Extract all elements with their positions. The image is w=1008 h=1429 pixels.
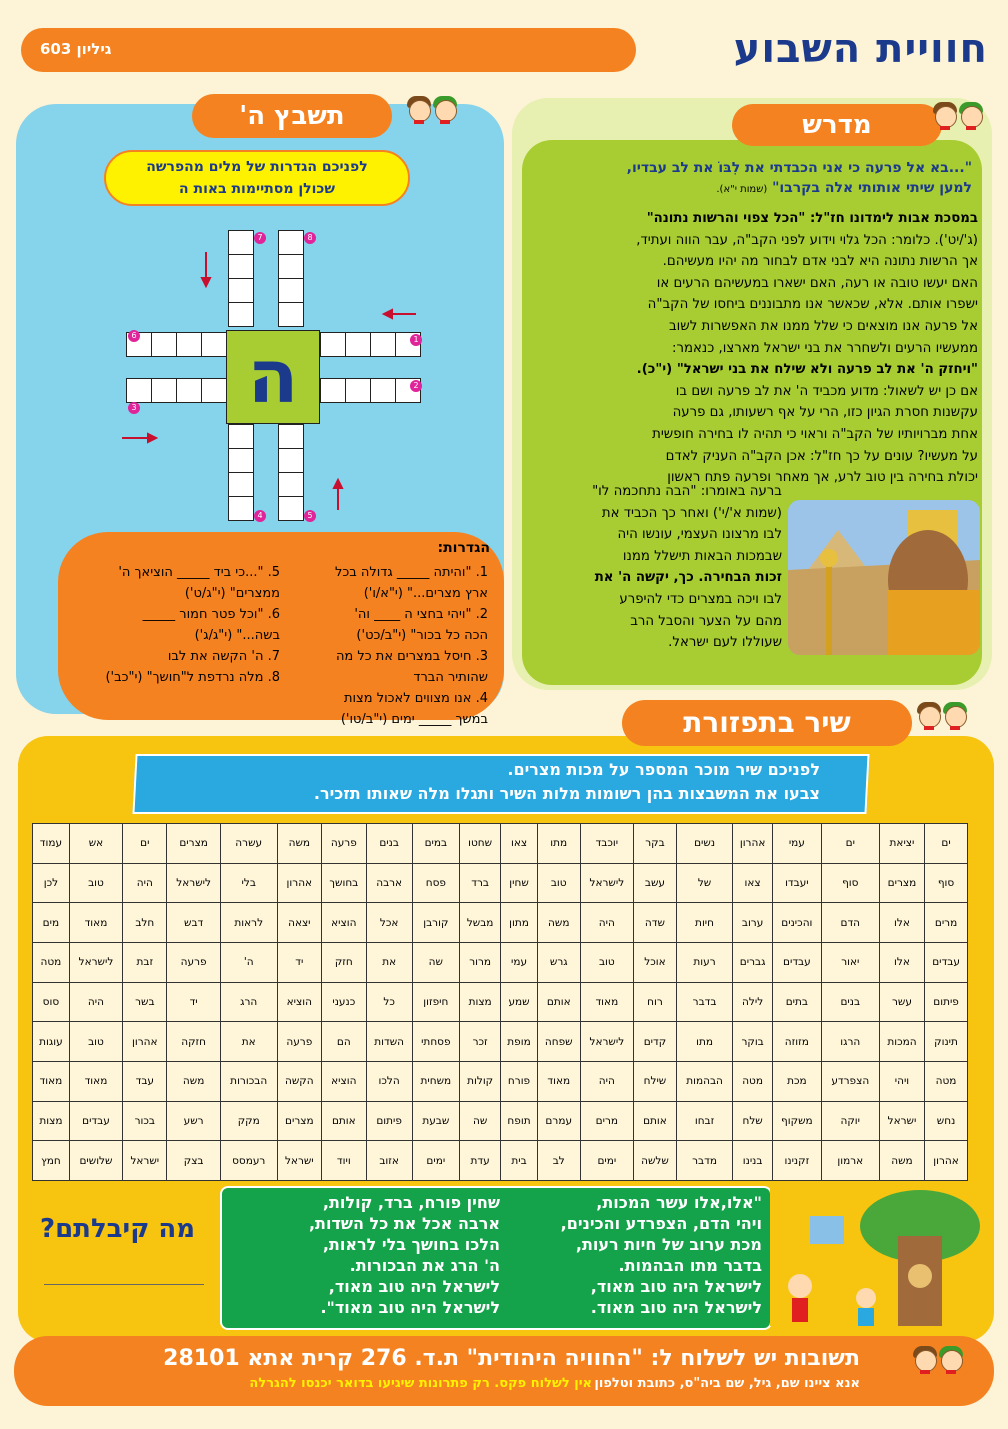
- lyric-line: לישראל היה טוב מאוד.: [590, 1298, 762, 1317]
- arrows-icon: [120, 240, 440, 510]
- word-cell[interactable]: והכינים: [773, 903, 822, 943]
- word-cell[interactable]: אזוב: [366, 1141, 412, 1181]
- word-cell[interactable]: בנים: [821, 982, 879, 1022]
- clue-column-right: [288, 562, 488, 730]
- word-cell[interactable]: פסח: [412, 863, 459, 903]
- word-cell[interactable]: בדבר: [676, 982, 732, 1022]
- word-cell[interactable]: קולות: [460, 1061, 501, 1101]
- midrash-text: [522, 208, 978, 489]
- word-cell[interactable]: שה: [460, 1101, 501, 1141]
- word-cell[interactable]: מכת: [773, 1061, 822, 1101]
- word-cell[interactable]: משה: [167, 1061, 220, 1101]
- word-cell[interactable]: צאו: [501, 824, 538, 864]
- word-cell[interactable]: סוס: [33, 982, 70, 1022]
- word-cell[interactable]: בכור: [123, 1101, 167, 1141]
- word-cell[interactable]: ישראל: [123, 1141, 167, 1181]
- grid-row: [33, 1061, 968, 1101]
- word-cell[interactable]: בית: [501, 1141, 538, 1181]
- text-line: (שמות א'/י') ואחר כך הכביד את: [601, 505, 782, 521]
- word-cell[interactable]: עוגות: [33, 1022, 70, 1062]
- word-cell[interactable]: ברד: [460, 863, 501, 903]
- grid-row: [33, 1022, 968, 1062]
- word-cell[interactable]: נשים: [676, 824, 732, 864]
- word-cell[interactable]: דבש: [167, 903, 220, 943]
- quote-line: למען שיתי אותותי אלה בקרבו": [772, 180, 972, 196]
- word-cell[interactable]: טוב: [69, 1022, 122, 1062]
- word-cell[interactable]: לראות: [220, 903, 277, 943]
- word-cell[interactable]: קדים: [633, 1022, 676, 1062]
- text-line: מהם על הצער והסבל הרב: [630, 613, 782, 629]
- word-cell[interactable]: יצאה: [277, 903, 321, 943]
- clue-line: 1. "והיתה _____ גדולה בכל: [334, 565, 488, 580]
- clue-line: 6. "וכל פטר חמור _____: [142, 607, 280, 622]
- word-cell[interactable]: רשע: [167, 1101, 220, 1141]
- clues-title: הגדרות:: [437, 540, 490, 556]
- clue-line: 7. ה' הקשה את לבו: [167, 649, 280, 664]
- word-cell[interactable]: ימים: [580, 1141, 633, 1181]
- word-cell[interactable]: עמרם: [537, 1101, 580, 1141]
- word-cell[interactable]: זבת: [123, 942, 167, 982]
- word-cell[interactable]: ויהי: [879, 1061, 924, 1101]
- word-cell[interactable]: היה: [69, 982, 122, 1022]
- word-cell[interactable]: עבדים: [69, 1101, 122, 1141]
- text-line: על מעשיו? עונים על כך חז"ל: אכן הקב"ה העניק לאדם: [665, 448, 978, 464]
- word-cell[interactable]: אלו: [879, 942, 924, 982]
- word-cell[interactable]: הקשה: [277, 1061, 321, 1101]
- word-cell[interactable]: לישראל: [580, 1022, 633, 1062]
- instruction-line: שכולן מסתיימות באות ה: [179, 181, 335, 197]
- word-cell[interactable]: תינוק: [925, 1022, 968, 1062]
- word-cell[interactable]: מרים: [925, 903, 968, 943]
- word-cell[interactable]: עבדים: [773, 942, 822, 982]
- word-cell[interactable]: לישראל: [167, 863, 220, 903]
- word-cell[interactable]: מזוזה: [773, 1022, 822, 1062]
- word-cell[interactable]: רעמסס: [220, 1141, 277, 1181]
- word-cell[interactable]: אש: [69, 824, 122, 864]
- word-cell[interactable]: את: [366, 942, 412, 982]
- word-cell[interactable]: משקוף: [773, 1101, 822, 1141]
- word-cell[interactable]: היה: [580, 1061, 633, 1101]
- logo: חוויית השבוע: [733, 26, 988, 72]
- word-cell[interactable]: פסחתי: [412, 1022, 459, 1062]
- word-cell[interactable]: יעבדו: [773, 863, 822, 903]
- word-cell[interactable]: רוח: [633, 982, 676, 1022]
- word-cell[interactable]: מאוד: [580, 982, 633, 1022]
- word-cell[interactable]: מצרים: [879, 863, 924, 903]
- word-cell[interactable]: יד: [277, 942, 321, 982]
- text-line: אך הרשות נתונה היא לבני אדם לבחור מה יהיו מעשיהם.: [662, 254, 978, 270]
- word-cell[interactable]: יוקה: [821, 1101, 879, 1141]
- word-cell[interactable]: זכר: [460, 1022, 501, 1062]
- word-cell[interactable]: מים: [33, 903, 70, 943]
- text-line: שבמכות הבאות תישלל ממנו: [622, 548, 782, 564]
- grid-row: [33, 824, 968, 864]
- word-cell[interactable]: ישראל: [879, 1101, 924, 1141]
- word-cell[interactable]: שבעת: [412, 1101, 459, 1141]
- word-cell[interactable]: אהרון: [925, 1141, 968, 1181]
- issue-number: גיליון 603: [40, 40, 112, 58]
- clue-number: 2: [410, 380, 422, 392]
- word-cell[interactable]: מתו: [676, 1022, 732, 1062]
- word-cell[interactable]: יציאת: [879, 824, 924, 864]
- word-cell[interactable]: מתו: [537, 824, 580, 864]
- word-cell[interactable]: הבהמות: [676, 1061, 732, 1101]
- word-cell[interactable]: יוכבד: [580, 824, 633, 864]
- word-cell[interactable]: סוף: [821, 863, 879, 903]
- word-cell[interactable]: מרור: [460, 942, 501, 982]
- word-cell[interactable]: מטה: [925, 1061, 968, 1101]
- lyric-line: שחין פורח, ברד, קולות,: [322, 1193, 500, 1212]
- clue-line: במשך _____ ימים (י"ב/טו'): [340, 712, 488, 727]
- word-cell[interactable]: קורבן: [412, 903, 459, 943]
- word-cell[interactable]: ישראל: [277, 1141, 321, 1181]
- word-cell[interactable]: עדת: [460, 1141, 501, 1181]
- word-search-grid: [32, 823, 968, 1181]
- crossword-instruction: [104, 150, 410, 206]
- clue-number: 6: [128, 330, 140, 342]
- word-cell[interactable]: מאוד: [33, 1061, 70, 1101]
- lyric-line: "אלו,אלו עשר המכות,: [596, 1193, 762, 1212]
- word-cell[interactable]: היה: [580, 903, 633, 943]
- word-cell[interactable]: בשר: [123, 982, 167, 1022]
- midrash-title: מדרש: [732, 104, 942, 146]
- song-instruction: [314, 758, 820, 806]
- instruction-line: לפניכם שיר מוכר המספר על מכות מצרים.: [507, 760, 820, 779]
- kids-mascot-icon: [916, 700, 968, 734]
- word-cell[interactable]: אלו: [879, 903, 924, 943]
- word-cell[interactable]: אהרון: [277, 863, 321, 903]
- word-cell[interactable]: חלב: [123, 903, 167, 943]
- word-cell[interactable]: הבכורות: [220, 1061, 277, 1101]
- word-cell[interactable]: פרעה: [167, 942, 220, 982]
- word-cell[interactable]: זבחו: [676, 1101, 732, 1141]
- word-cell[interactable]: עמי: [501, 942, 538, 982]
- text-line: לבו ויכה במצרים כדי להיפרע: [619, 591, 782, 607]
- word-cell[interactable]: בנינו: [733, 1141, 773, 1181]
- word-cell[interactable]: המכות: [879, 1022, 924, 1062]
- word-cell[interactable]: לילה: [733, 982, 773, 1022]
- word-cell[interactable]: יד: [167, 982, 220, 1022]
- clue-number: 5: [304, 510, 316, 522]
- word-cell[interactable]: תופח: [501, 1101, 538, 1141]
- word-cell[interactable]: מרים: [580, 1101, 633, 1141]
- grid-row: [33, 1101, 968, 1141]
- word-cell[interactable]: הם: [322, 1022, 367, 1062]
- clue-line: 8. מלה נרדפת ל"חושך" (י"כב'): [105, 670, 280, 685]
- word-cell[interactable]: גברים: [733, 942, 773, 982]
- word-cell[interactable]: פרעה: [322, 824, 367, 864]
- word-cell[interactable]: שלשה: [633, 1141, 676, 1181]
- word-cell[interactable]: צאו: [733, 863, 773, 903]
- pharaoh-illustration: [788, 500, 980, 655]
- word-cell[interactable]: רעות: [676, 942, 732, 982]
- word-cell[interactable]: גרש: [537, 942, 580, 982]
- word-cell[interactable]: ארבה: [366, 863, 412, 903]
- lyric-line: לישראל היה טוב מאוד".: [320, 1298, 500, 1317]
- word-cell[interactable]: עשר: [879, 982, 924, 1022]
- word-cell[interactable]: שה: [412, 942, 459, 982]
- word-cell[interactable]: שמע: [501, 982, 538, 1022]
- kids-mascot-icon: [406, 94, 458, 128]
- text-line: אם כן יש לשאול: מדוע מכביד ה' את לב פרעה ושם בו: [675, 383, 978, 399]
- clue-number: 1: [410, 334, 422, 346]
- word-cell[interactable]: ים: [123, 824, 167, 864]
- word-cell[interactable]: יאור: [821, 942, 879, 982]
- midrash-text-continued: [526, 481, 782, 654]
- footer-instructions: אנא ציינו שם, גיל, שם ביה"ס, כתובת וטלפון: [594, 1376, 860, 1391]
- word-cell[interactable]: שפחה: [537, 1022, 580, 1062]
- word-cell[interactable]: ה': [220, 942, 277, 982]
- word-cell[interactable]: מטה: [33, 942, 70, 982]
- word-cell[interactable]: אהרון: [733, 824, 773, 864]
- lyrics-column-left: [240, 1192, 500, 1318]
- clue-line: 2. "ויהי בחצי ה ____ וה': [354, 607, 488, 622]
- word-cell[interactable]: מאוד: [537, 1061, 580, 1101]
- word-cell[interactable]: מתון: [501, 903, 538, 943]
- word-cell[interactable]: ערוב: [733, 903, 773, 943]
- instruction-line: צבעו את המשבצות בהן רשומות מלות השיר ותגלו מלה שאותו תזכיר.: [313, 784, 820, 803]
- word-cell[interactable]: אותם: [633, 1101, 676, 1141]
- word-cell[interactable]: בלי: [220, 863, 277, 903]
- footer-address: תשובות יש לשלוח ל: "החוויה היהודית" ת.ד. 276 קרית אתא 28101: [163, 1346, 860, 1371]
- lyric-line: ה' הרג את הבכורות.: [349, 1256, 500, 1275]
- word-cell[interactable]: אכל: [366, 903, 412, 943]
- clue-line: 4. אנו מצווים לאכול מצות: [343, 691, 488, 706]
- grid-row: [33, 1141, 968, 1181]
- text-line: (ג'/יט'). כלומר: הכל גלוי וידוע לפני הקב"ה, עבר הווה ועתיד,: [636, 232, 978, 248]
- word-cell[interactable]: סוף: [925, 863, 968, 903]
- text-line: "ויחזק ה' את לב פרעה ולא שילח את בני ישראל" (י"כ).: [636, 362, 978, 378]
- word-cell[interactable]: שחין: [501, 863, 538, 903]
- midrash-quote: [522, 158, 972, 200]
- lyric-line: ויהי הדם, הצפרדע והכינים,: [560, 1214, 762, 1233]
- word-cell[interactable]: עבד: [123, 1061, 167, 1101]
- lyric-line: הלכו בחושך בלי לראות,: [322, 1235, 500, 1254]
- grid-row: [33, 863, 968, 903]
- word-cell[interactable]: הדם: [821, 903, 879, 943]
- word-cell[interactable]: בתים: [773, 982, 822, 1022]
- word-cell[interactable]: עבדים: [925, 942, 968, 982]
- word-cell[interactable]: משחית: [412, 1061, 459, 1101]
- clue-line: ארץ מצרים..." (י"א/ו'): [363, 586, 488, 601]
- tree-house-illustration: [770, 1186, 982, 1326]
- clue-line: 5. "...כי ביד _____ הוציאך ה': [118, 565, 280, 580]
- word-cell[interactable]: חזק: [322, 942, 367, 982]
- text-line: אל פרעה אנו מוצאים כי שלל ממנו את האפשרות לשוב: [668, 318, 978, 334]
- grid-row: [33, 903, 968, 943]
- lyric-line: מכת ערוב של חיות רעות,: [575, 1235, 762, 1254]
- word-cell[interactable]: פרעה: [277, 1022, 321, 1062]
- question-label: מה קיבלתם?: [40, 1214, 196, 1244]
- grid-row: [33, 982, 968, 1022]
- word-cell[interactable]: חיפזון: [412, 982, 459, 1022]
- word-cell[interactable]: בקר: [633, 824, 676, 864]
- word-cell[interactable]: טוב: [580, 942, 633, 982]
- text-line: האם יעשו טובה או רעה, האם ישארו במעשיהם הרעים או: [656, 275, 978, 291]
- word-cell[interactable]: פורח: [501, 1061, 538, 1101]
- text-line: לבו מרצונו העצמי, עונשו היה: [617, 527, 782, 543]
- clue-line: הכה כל בכור" (י"ב/כט'): [356, 628, 488, 643]
- word-cell[interactable]: בחושך: [322, 863, 367, 903]
- kids-mascot-icon: [912, 1344, 964, 1378]
- word-cell[interactable]: ים: [821, 824, 879, 864]
- clue-number: 3: [128, 402, 140, 414]
- word-cell[interactable]: של: [676, 863, 732, 903]
- word-cell[interactable]: עשרה: [220, 824, 277, 864]
- word-cell[interactable]: שלח: [733, 1101, 773, 1141]
- clue-line: בשה..." (י"ג/ג'): [194, 628, 280, 643]
- word-cell[interactable]: שדה: [633, 903, 676, 943]
- word-cell[interactable]: בצק: [167, 1141, 220, 1181]
- text-line: אחת מברויותיו של הקב"ה וראוי כי תהיה לו בחירה חופשית: [652, 426, 978, 442]
- word-cell[interactable]: הלכו: [366, 1061, 412, 1101]
- clue-column-left: [80, 562, 280, 688]
- text-line: במסכת אבות לימדונו חז"ל: "הכל צפוי והרשות נתונה": [646, 211, 978, 226]
- lyric-line: לישראל היה טוב מאוד,: [590, 1277, 762, 1296]
- word-cell[interactable]: מאוד: [69, 903, 122, 943]
- word-cell[interactable]: כנעני: [322, 982, 367, 1022]
- word-cell[interactable]: עמי: [773, 824, 822, 864]
- word-cell[interactable]: מטה: [733, 1061, 773, 1101]
- word-cell[interactable]: הרגו: [821, 1022, 879, 1062]
- word-cell[interactable]: ארמון: [821, 1141, 879, 1181]
- instruction-line: לפניכם הגדרות של מלים מהפרשה: [146, 159, 368, 175]
- word-cell[interactable]: טוב: [537, 863, 580, 903]
- clue-line: שהותיר הברד: [413, 670, 488, 685]
- word-cell[interactable]: משה: [879, 1141, 924, 1181]
- word-cell[interactable]: לישראל: [69, 942, 122, 982]
- word-cell[interactable]: היה: [123, 863, 167, 903]
- word-cell[interactable]: הוציא: [322, 903, 367, 943]
- word-cell[interactable]: אותם: [537, 982, 580, 1022]
- word-cell[interactable]: השדות: [366, 1022, 412, 1062]
- word-cell[interactable]: במים: [412, 824, 459, 864]
- word-cell[interactable]: נחש: [925, 1101, 968, 1141]
- grid-row: [33, 942, 968, 982]
- word-cell[interactable]: זקנינו: [773, 1141, 822, 1181]
- word-cell[interactable]: מצות: [460, 982, 501, 1022]
- word-cell[interactable]: ים: [925, 824, 968, 864]
- text-line: ממעשיו הרעים ולשחרר את בני ישראל מארצו, כנאמר:: [672, 340, 978, 356]
- word-cell[interactable]: לכן: [33, 863, 70, 903]
- word-cell[interactable]: עשב: [633, 863, 676, 903]
- clue-number: 4: [254, 510, 266, 522]
- word-cell[interactable]: משה: [537, 903, 580, 943]
- center-letter: ה: [226, 330, 320, 424]
- header-bar: [21, 28, 636, 72]
- word-cell[interactable]: הוציא: [322, 1061, 367, 1101]
- word-cell[interactable]: מקק: [220, 1101, 277, 1141]
- answer-line[interactable]: [44, 1284, 204, 1285]
- word-cell[interactable]: מדבר: [676, 1141, 732, 1181]
- lyric-line: בדבר מתו הבהמות.: [618, 1256, 762, 1275]
- word-cell[interactable]: בנים: [366, 824, 412, 864]
- word-cell[interactable]: שילח: [633, 1061, 676, 1101]
- text-line: שעוללו לעם ישראל.: [668, 635, 782, 651]
- word-cell[interactable]: חיות: [676, 903, 732, 943]
- word-cell[interactable]: טוב: [69, 863, 122, 903]
- clue-line: ממצרים" (י"ג/ט'): [184, 586, 280, 601]
- word-cell[interactable]: מצרים: [277, 1101, 321, 1141]
- word-cell[interactable]: ימים: [412, 1141, 459, 1181]
- text-line: יכולת בחירה בין טוב לרע, אך מאחר ופרעה פתח ראשון: [667, 470, 978, 486]
- word-cell[interactable]: מאוד: [69, 1061, 122, 1101]
- text-line: עקשנות חסרת הגיון כזו, הרי על אף רשעותו, גם פרעה: [672, 405, 978, 421]
- word-cell[interactable]: את: [220, 1022, 277, 1062]
- word-cell[interactable]: אוכל: [633, 942, 676, 982]
- word-cell[interactable]: בוקר: [733, 1022, 773, 1062]
- word-cell[interactable]: חמץ: [33, 1141, 70, 1181]
- word-cell[interactable]: הוציא: [277, 982, 321, 1022]
- word-cell[interactable]: פיתום: [366, 1101, 412, 1141]
- word-cell[interactable]: שלושים: [69, 1141, 122, 1181]
- kids-mascot-icon: [932, 100, 984, 134]
- crossword-title: תשבץ ה': [192, 94, 392, 138]
- word-cell[interactable]: מצות: [33, 1101, 70, 1141]
- word-cell[interactable]: הצפרדע: [821, 1061, 879, 1101]
- clue-number: 7: [254, 232, 266, 244]
- word-cell[interactable]: מצרים: [167, 824, 220, 864]
- word-cell[interactable]: לישראל: [580, 863, 633, 903]
- word-cell[interactable]: פיתום: [925, 982, 968, 1022]
- word-cell[interactable]: עמוד: [33, 824, 70, 864]
- song-title: שיר בתפזורת: [622, 700, 912, 746]
- word-cell[interactable]: משה: [277, 824, 321, 864]
- word-cell[interactable]: מופת: [501, 1022, 538, 1062]
- lyric-line: לישראל היה טוב מאוד,: [328, 1277, 500, 1296]
- text-line: ברעה באומרו: "הבה נתחכמה לו": [592, 484, 782, 499]
- word-cell[interactable]: לב: [537, 1141, 580, 1181]
- word-cell[interactable]: כל: [366, 982, 412, 1022]
- footer-note: אין לשלוח פקס. רק פתרונות שיגיעו בדואר יכנסו להגרלה: [249, 1376, 592, 1391]
- text-line: זכות הבחירה. כך, יקשה ה' את: [594, 570, 782, 586]
- quote-source: (שמות י"א).: [716, 184, 768, 195]
- lyric-line: ארבה אכל את כל השדות,: [308, 1214, 500, 1233]
- text-line: ישפרו אותם. אלא, שכאשר אנו מתבוננים ביחסו של הקב"ה: [647, 297, 978, 313]
- clue-number: 8: [304, 232, 316, 244]
- quote-line: "...בא אל פרעה כי אני הכבדתי את לִבּוֹ את לב עבדיו,: [626, 160, 972, 176]
- word-cell[interactable]: הרג: [220, 982, 277, 1022]
- clue-line: 3. חיסל במצרים את כל מה: [335, 649, 488, 664]
- word-cell[interactable]: מבשל: [460, 903, 501, 943]
- word-cell[interactable]: אהרון: [123, 1022, 167, 1062]
- word-cell[interactable]: אותם: [322, 1101, 367, 1141]
- word-cell[interactable]: ויוד: [322, 1141, 367, 1181]
- word-cell[interactable]: חזקה: [167, 1022, 220, 1062]
- lyrics-column-right: [522, 1192, 762, 1318]
- word-cell[interactable]: שחטו: [460, 824, 501, 864]
